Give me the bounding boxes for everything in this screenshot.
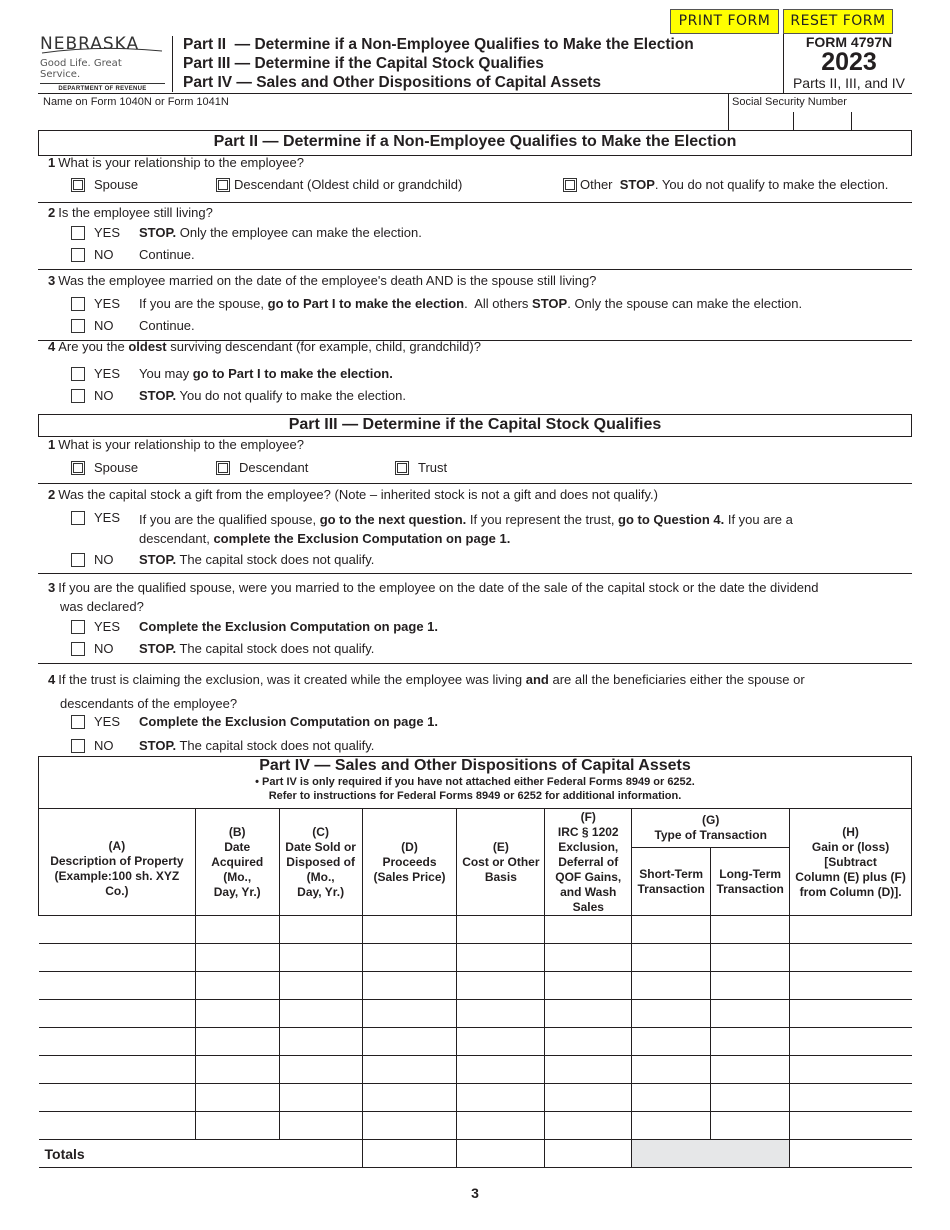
checkbox[interactable] (71, 367, 85, 381)
col-a-header (39, 809, 196, 916)
checkbox[interactable] (216, 178, 230, 192)
table-cell[interactable] (632, 1112, 711, 1140)
table-cell[interactable] (279, 916, 362, 944)
table-cell[interactable] (632, 1000, 711, 1028)
table-cell[interactable] (711, 1056, 790, 1084)
checkbox[interactable] (71, 389, 85, 403)
totals-shaded-cell (632, 1140, 790, 1168)
question-text: What is your relationship to the employee? (58, 437, 304, 452)
table-cell[interactable] (457, 1000, 545, 1028)
p3q1-trust-option[interactable] (395, 460, 447, 475)
header-titles (183, 35, 694, 92)
rule (38, 269, 912, 270)
question-number: 2 (48, 205, 56, 220)
part4-note: • Part IV is only required if you have not attached either Federal Forms 8949 or 6252. (255, 776, 695, 788)
total-proceeds-cell[interactable] (362, 1140, 457, 1168)
logo-dept: DEPARTMENT OF REVENUE (40, 83, 165, 92)
header-line: (C) (312, 824, 329, 839)
part4-header (38, 756, 912, 809)
total-exclusion-cell[interactable] (545, 1140, 632, 1168)
table-cell[interactable] (545, 1000, 632, 1028)
table-cell[interactable] (39, 1028, 196, 1056)
p2q2-yes-option[interactable] (71, 225, 422, 240)
header-line: IRC § 1202 (557, 824, 619, 839)
yes-label: YES (94, 296, 121, 311)
ssn-field[interactable] (729, 110, 912, 131)
checkbox[interactable] (71, 715, 85, 729)
option-text: Continue. (139, 318, 195, 333)
table-cell[interactable] (790, 1028, 912, 1056)
question-text-bold: oldest (128, 339, 167, 354)
header-line: QOF Gains, (555, 869, 622, 884)
print-form-button[interactable]: PRINT FORM (670, 9, 779, 34)
no-label: NO (94, 318, 114, 333)
option-text: If you are a (724, 512, 793, 527)
header-line: (E) (492, 839, 509, 854)
p2q4-yes-option[interactable] (71, 366, 393, 381)
table-cell[interactable] (362, 1112, 457, 1140)
table-cell[interactable] (457, 972, 545, 1000)
option-text: The capital stock does not qualify. (176, 641, 375, 656)
p3q3-no-option[interactable] (71, 641, 374, 656)
option-text: If you are the spouse, (139, 296, 268, 311)
p2q2-no-option[interactable] (71, 247, 195, 262)
table-cell[interactable] (711, 972, 790, 1000)
table-cell[interactable] (790, 916, 912, 944)
col-d-header (362, 809, 457, 916)
reset-form-button[interactable]: RESET FORM (783, 9, 893, 34)
question-number: 3 (48, 273, 56, 288)
stop-label: STOP. (139, 388, 177, 403)
table-cell[interactable] (39, 972, 196, 1000)
option-label: Descendant (239, 460, 309, 475)
name-label: Name on Form 1040N or Form 1041N (43, 96, 229, 108)
checkbox[interactable] (395, 461, 409, 475)
table-cell[interactable] (711, 916, 790, 944)
table-cell[interactable] (279, 1000, 362, 1028)
header-title-line: Part IV — Sales and Other Dispositions of Capital Assets (183, 74, 602, 91)
table-cell[interactable] (711, 1028, 790, 1056)
option-text: descendant, (139, 531, 214, 546)
header-rule (38, 93, 912, 94)
header-line: Day, Yr.) (297, 884, 345, 899)
stop-label: STOP. (139, 738, 177, 753)
yes-label: YES (94, 714, 121, 729)
checkbox[interactable] (71, 178, 85, 192)
question-text: Was the capital stock a gift from the employee? (Note – inherited stock is not a gift and does not qualify.) (58, 487, 658, 502)
option-text: You do not qualify to make the election. (176, 388, 406, 403)
table-cell[interactable] (39, 1056, 196, 1084)
header-line: Sales (572, 899, 604, 914)
header-line: Exclusion, (558, 839, 619, 854)
table-cell[interactable] (195, 1084, 279, 1112)
header-line: [Subtract (824, 854, 877, 869)
option-text: Only the employee can make the election. (176, 225, 422, 240)
col-c-header (279, 809, 362, 916)
option-text: If you are the qualified spouse, (139, 512, 320, 527)
option-text: You may (139, 366, 193, 381)
header-line: (B) (228, 824, 246, 839)
option-text-bold: go to Part I to make the election (267, 296, 465, 311)
table-cell[interactable] (457, 1056, 545, 1084)
question-number: 3 (48, 580, 56, 595)
header-line: Co.) (105, 884, 129, 898)
yes-label: YES (94, 366, 121, 381)
table-cell[interactable] (195, 1056, 279, 1084)
table-cell[interactable] (790, 1112, 912, 1140)
header-line: (F) (580, 809, 596, 824)
rule (38, 483, 912, 484)
table-cell[interactable] (545, 1112, 632, 1140)
table-cell[interactable] (790, 1084, 912, 1112)
header-line: (Mo., (223, 869, 252, 884)
no-label: NO (94, 641, 114, 656)
option-label: Other (580, 177, 613, 192)
p3q1-spouse-option[interactable] (71, 460, 138, 475)
part4-title: Part IV — Sales and Other Dispositions of Capital Assets (259, 757, 691, 774)
yes-label: YES (94, 225, 121, 240)
table-row (39, 1028, 912, 1056)
part2-title: Part II — Determine if a Non-Employee Qualifies to Make the Election (38, 130, 912, 156)
checkbox[interactable] (71, 553, 85, 567)
table-cell[interactable] (457, 1028, 545, 1056)
yes-label: YES (94, 510, 121, 525)
table-cell[interactable] (39, 916, 196, 944)
question-text: Is the employee still living? (58, 205, 213, 220)
stop-label: STOP. (139, 641, 177, 656)
header-line: from Column (D)]. (799, 884, 902, 899)
table-cell[interactable] (279, 1056, 362, 1084)
p3q2-yes-option[interactable] (71, 510, 859, 548)
option-label: Spouse (94, 177, 139, 192)
part2-q1 (48, 155, 304, 170)
header-line: and Wash (560, 884, 617, 899)
table-cell[interactable] (545, 972, 632, 1000)
checkbox[interactable] (71, 319, 85, 333)
table-cell[interactable] (545, 916, 632, 944)
table-cell[interactable] (545, 1028, 632, 1056)
option-text-bold: Complete the Exclusion Computation on page 1. (139, 619, 439, 634)
table-cell[interactable] (711, 1000, 790, 1028)
option-text: . All others (464, 296, 533, 311)
header-line: (Sales Price) (373, 869, 446, 884)
header-line: Long-Term (719, 866, 782, 881)
table-cell[interactable] (279, 944, 362, 972)
table-cell[interactable] (790, 972, 912, 1000)
p3q4-yes-option[interactable] (71, 714, 438, 729)
header-line: Basis (484, 869, 517, 884)
table-cell[interactable] (711, 1112, 790, 1140)
part2-q3 (48, 273, 596, 288)
table-cell[interactable] (362, 944, 457, 972)
table-cell[interactable] (195, 1000, 279, 1028)
table-cell[interactable] (362, 916, 457, 944)
question-number: 2 (48, 487, 56, 502)
checkbox[interactable] (216, 461, 230, 475)
p2q3-yes-option[interactable] (71, 296, 802, 311)
option-text-bold: Complete the Exclusion Computation on page 1. (139, 714, 439, 729)
table-cell[interactable] (711, 944, 790, 972)
table-cell[interactable] (195, 1112, 279, 1140)
table-cell[interactable] (279, 972, 362, 1000)
table-cell[interactable] (711, 1084, 790, 1112)
header-title-line: Part III — Determine if the Capital Stock Qualifies (183, 55, 544, 72)
table-cell[interactable] (195, 972, 279, 1000)
table-cell[interactable] (39, 1112, 196, 1140)
table-cell[interactable] (362, 1056, 457, 1084)
table-cell[interactable] (362, 1000, 457, 1028)
p2q1-descendant-option[interactable] (216, 177, 462, 192)
col-e-header (457, 809, 545, 916)
option-text-bold: go to the next question. (319, 512, 467, 527)
table-cell[interactable] (457, 944, 545, 972)
rule (38, 663, 912, 664)
totals-label: Totals (39, 1140, 363, 1168)
header-line: Acquired (211, 854, 264, 869)
checkbox[interactable] (71, 620, 85, 634)
stop-label: STOP. (139, 225, 177, 240)
part3-q2 (48, 487, 658, 502)
option-text-bold: go to Question 4. (618, 512, 725, 527)
checkbox[interactable] (71, 642, 85, 656)
ssn-tick (793, 112, 794, 131)
table-cell[interactable] (279, 1084, 362, 1112)
name-field[interactable] (38, 108, 728, 130)
table-cell[interactable] (790, 1000, 912, 1028)
page-number: 3 (471, 1185, 479, 1201)
col-h-header (790, 809, 912, 916)
table-cell[interactable] (632, 1056, 711, 1084)
part2-q4 (48, 339, 481, 354)
table-cell[interactable] (457, 1084, 545, 1112)
table-cell[interactable] (195, 944, 279, 972)
p3q4-no-option[interactable] (71, 738, 374, 753)
option-label: Spouse (94, 460, 139, 475)
table-cell[interactable] (632, 1028, 711, 1056)
table-cell[interactable] (362, 1084, 457, 1112)
part4-note: Refer to instructions for Federal Forms 8949 or 6252 for additional information. (268, 790, 682, 802)
part3-q3 (48, 578, 819, 616)
header-line: Transaction (716, 881, 784, 896)
option-label: Descendant (Oldest child or grandchild) (234, 177, 463, 192)
header-line: (A) (108, 839, 126, 853)
question-text: If the trust is claiming the exclusion, was it created while the employee was living (58, 672, 526, 687)
checkbox[interactable] (71, 739, 85, 753)
table-cell[interactable] (39, 944, 196, 972)
table-row (39, 944, 912, 972)
stop-label: STOP. (139, 552, 177, 567)
table-cell[interactable] (39, 1000, 196, 1028)
question-text: was declared? (60, 599, 144, 614)
table-cell[interactable] (632, 944, 711, 972)
p2q1-spouse-option[interactable] (71, 177, 138, 192)
question-text: surviving descendant (for example, child, grandchild)? (166, 339, 481, 354)
checkbox[interactable] (71, 461, 85, 475)
table-cell[interactable] (39, 1084, 196, 1112)
header-line: Date Sold or (285, 839, 356, 854)
header-line: Type of Transaction (654, 828, 767, 842)
header-line: Short-Term (639, 866, 704, 881)
logo-tagline: Good Life. Great Service. (40, 58, 122, 80)
p2q3-no-option[interactable] (71, 318, 195, 333)
table-cell[interactable] (195, 916, 279, 944)
question-text: If you are the qualified spouse, were you married to the employee on the date of the sale of the capital stock or the date the dividend (58, 580, 819, 595)
form-year: 2023 (821, 48, 877, 76)
form-id-divider (783, 34, 784, 93)
part3-q4 (48, 668, 805, 716)
option-text: . Only the spouse can make the election. (567, 296, 803, 311)
question-text-bold: and (525, 672, 549, 687)
header-line: Proceeds (382, 854, 437, 869)
option-text: The capital stock does not qualify. (176, 738, 375, 753)
rule (38, 573, 912, 574)
table-cell[interactable] (362, 1028, 457, 1056)
table-cell[interactable] (545, 1056, 632, 1084)
checkbox[interactable] (71, 226, 85, 240)
checkbox[interactable] (71, 511, 85, 525)
header-line: Cost or Other (462, 854, 540, 869)
option-text-bold: go to Part I to make the election. (192, 366, 393, 381)
no-label: NO (94, 388, 114, 403)
yes-label: YES (94, 619, 121, 634)
option-text: If you represent the trust, (466, 512, 619, 527)
table-row (39, 972, 912, 1000)
table-row (39, 1084, 912, 1112)
table-row (39, 1056, 912, 1084)
form-number: FORM 4797N (805, 34, 893, 50)
question-text: Was the employee married on the date of the employee's death AND is the spouse still living? (58, 273, 597, 288)
p3q1-descendant-option[interactable] (216, 460, 308, 475)
table-cell[interactable] (457, 916, 545, 944)
table-cell[interactable] (195, 1028, 279, 1056)
question-number: 4 (48, 339, 56, 354)
checkbox[interactable] (563, 178, 577, 192)
option-text: The capital stock does not qualify. (176, 552, 375, 567)
no-label: NO (94, 247, 114, 262)
question-text: are all the beneficiaries either the spouse or (548, 672, 805, 687)
table-cell[interactable] (545, 944, 632, 972)
stop-label: STOP (619, 177, 655, 192)
col-g-long-header (711, 848, 790, 916)
header-line: Description of Property (50, 854, 184, 868)
option-label: Trust (418, 460, 448, 475)
table-cell[interactable] (632, 1084, 711, 1112)
header-line: Date (224, 839, 251, 854)
table-cell[interactable] (790, 1056, 912, 1084)
no-label: NO (94, 552, 114, 567)
p3q3-yes-option[interactable] (71, 619, 438, 634)
table-cell[interactable] (632, 972, 711, 1000)
question-text: Are you the (58, 339, 129, 354)
header-line: (D) (401, 839, 418, 854)
header-line: (Example:100 sh. XYZ (54, 869, 180, 883)
question-number: 4 (48, 672, 56, 687)
p2q4-no-option[interactable] (71, 388, 406, 403)
header-line: (H) (842, 824, 859, 839)
logo-state: NEBRASKA (40, 34, 140, 54)
table-row (39, 1112, 912, 1140)
col-b-header (195, 809, 279, 916)
header-line: Day, Yr.) (213, 884, 261, 899)
ssn-tick (851, 112, 852, 131)
form-id-block (786, 35, 912, 92)
table-cell[interactable] (279, 1112, 362, 1140)
header-line: (G) (702, 813, 720, 827)
part3-title: Part III — Determine if the Capital Stock Qualifies (38, 414, 912, 437)
table-row (39, 1000, 912, 1028)
option-text: Continue. (139, 247, 195, 262)
part3-q1 (48, 437, 304, 452)
checkbox[interactable] (71, 248, 85, 262)
ssn-label: Social Security Number (732, 96, 847, 108)
header-line: Transaction (637, 881, 705, 896)
rule (38, 202, 912, 203)
table-cell[interactable] (362, 972, 457, 1000)
header-line: Column (E) plus (F) (795, 869, 906, 884)
table-row (39, 916, 912, 944)
table-cell[interactable] (790, 944, 912, 972)
header-line: Deferral of (558, 854, 619, 869)
no-label: NO (94, 738, 114, 753)
question-text: descendants of the employee? (60, 696, 238, 711)
col-g-header (632, 809, 790, 848)
form-parts: Parts II, III, and IV (792, 75, 906, 91)
header-line: Disposed of (286, 854, 355, 869)
header-line: (Mo., (306, 869, 335, 884)
part2-q2 (48, 205, 213, 220)
checkbox[interactable] (71, 297, 85, 311)
total-gain-cell[interactable] (790, 1140, 912, 1168)
p3q2-no-option[interactable] (71, 552, 374, 567)
nebraska-logo (40, 34, 165, 92)
stop-label: STOP (532, 296, 568, 311)
question-number: 1 (48, 155, 56, 170)
part4-table (38, 808, 912, 1168)
table-cell[interactable] (457, 1112, 545, 1140)
question-text: What is your relationship to the employee? (58, 155, 304, 170)
option-text: . You do not qualify to make the election. (654, 177, 889, 192)
p2q1-other-option[interactable] (563, 177, 888, 192)
table-cell[interactable] (279, 1028, 362, 1056)
question-number: 1 (48, 437, 56, 452)
col-g-short-header (632, 848, 711, 916)
table-cell[interactable] (545, 1084, 632, 1112)
total-cost-cell[interactable] (457, 1140, 545, 1168)
header-divider (172, 36, 173, 92)
header-line: Gain or (loss) (811, 839, 890, 854)
header-title-line: Part II — Determine if a Non-Employee Qualifies to Make the Election (183, 36, 694, 53)
option-text-bold: complete the Exclusion Computation on page 1. (213, 531, 511, 546)
table-cell[interactable] (632, 916, 711, 944)
logo-swoosh-icon (40, 43, 165, 57)
col-f-header (545, 809, 632, 916)
